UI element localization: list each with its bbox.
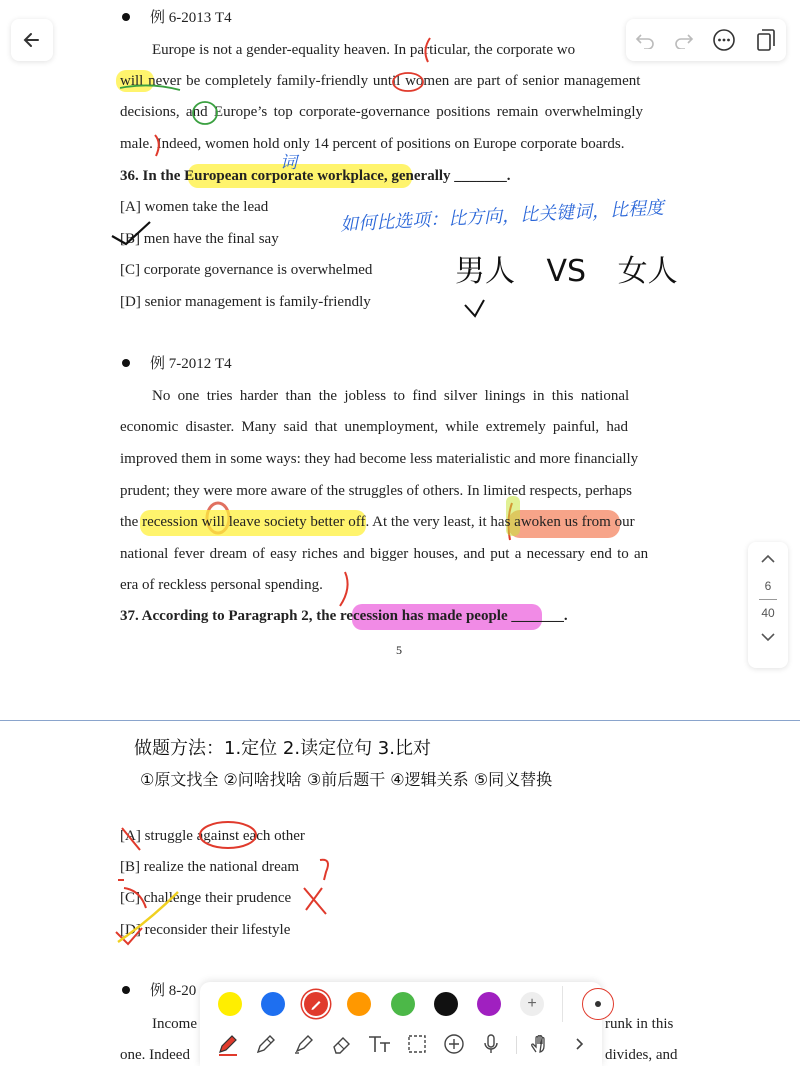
example-7-line: national fever dream of easy riches and bigger houses, and put a necessary end to an — [120, 546, 649, 562]
highlighter-tool[interactable] — [290, 1030, 318, 1058]
example-6-line: will never be completely family-friendly until women are part of senior management — [120, 73, 641, 89]
question-36: 36. In the European corporate workplace, generally _______. — [120, 168, 511, 184]
hand-tool[interactable] — [526, 1030, 554, 1058]
handwritten-note: 如何比选项：比方向，比关键词，比程度 — [339, 197, 665, 236]
add-circle-icon — [442, 1032, 466, 1056]
expand-toolbar-button[interactable] — [566, 1030, 594, 1058]
example-8-line: divides, and — [605, 1047, 678, 1063]
handwritten-note: 词 — [280, 153, 297, 173]
color-orange[interactable] — [347, 992, 371, 1016]
color-black[interactable] — [434, 992, 458, 1016]
text-icon — [367, 1032, 393, 1056]
example-8-heading: 例 8-20 — [150, 983, 197, 999]
handwritten-note: 男人 VS 女人 — [455, 254, 678, 289]
option-d: [D] reconsider their lifestyle — [120, 922, 291, 938]
ink-layer-lower — [0, 720, 800, 980]
example-7-line: prudent; they were more aware of the struggles of others. In limited respects, perhaps — [120, 483, 632, 499]
bullet — [122, 986, 130, 994]
example-7-line: the recession will leave society better off. At the very least, it has awoken us from our — [120, 514, 635, 530]
question-37: 37. According to Paragraph 2, the recession has made people _______. — [120, 608, 568, 624]
example-8-line: Income — [152, 1016, 197, 1032]
microphone-icon — [479, 1032, 503, 1056]
eraser-tool[interactable] — [328, 1030, 356, 1058]
pen-toolbar — [200, 982, 602, 1066]
page-number: 5 — [396, 643, 402, 657]
option-c: [C] challenge their prudence — [120, 890, 292, 906]
option-a: [A] women take the lead — [120, 199, 269, 215]
lasso-select-icon — [405, 1032, 429, 1056]
example-8-line: one. Indeed — [120, 1047, 190, 1063]
color-green[interactable] — [391, 992, 415, 1016]
add-color-button[interactable]: + — [520, 992, 544, 1016]
bullet — [122, 359, 130, 367]
example-7-line: improved them in some ways: they had become less materialistic and more financially — [120, 451, 639, 467]
color-purple[interactable] — [477, 992, 501, 1016]
color-red-selected[interactable] — [304, 992, 328, 1016]
option-b: [B] men have the final say — [120, 231, 279, 247]
pen-tool-icon — [216, 1032, 240, 1056]
handwritten-note: 做题方法：1.定位 2.读定位句 3.比对 — [134, 738, 431, 759]
pen-tool[interactable] — [214, 1030, 242, 1058]
current-page: 6 — [764, 579, 772, 593]
total-pages: 40 — [761, 606, 775, 620]
color-yellow[interactable] — [218, 992, 242, 1016]
divider — [516, 1036, 517, 1054]
example-6-line: decisions, and Europe’s top corporate-governance positions remain overwhelmingly — [120, 104, 644, 120]
option-d: [D] senior management is family-friendly — [120, 294, 371, 310]
page-navigator — [748, 542, 788, 668]
example-7-line: economic disaster. Many said that unemployment, while extremely painful, had — [120, 419, 628, 435]
eraser-icon — [330, 1032, 354, 1056]
pen-icon — [304, 992, 328, 1016]
example-6-heading: 例 6-2013 T4 — [150, 10, 232, 26]
handwritten-note: ①原文找全 ②问啥找啥 ③前后题干 ④逻辑关系 ⑤同义替换 — [140, 770, 553, 789]
highlighter-icon — [292, 1032, 316, 1056]
example-6-line: male. Indeed, women hold only 14 percent of positions on Europe corporate boards. — [120, 136, 625, 152]
chevron-right-icon — [572, 1036, 588, 1052]
option-c: [C] corporate governance is overwhelmed — [120, 262, 373, 278]
chevron-down-icon[interactable] — [760, 632, 776, 642]
record-tool[interactable] — [477, 1030, 505, 1058]
chevron-up-icon[interactable] — [760, 554, 776, 564]
color-blue[interactable] — [261, 992, 285, 1016]
text-tool[interactable] — [366, 1030, 394, 1058]
divider — [759, 599, 777, 600]
pencil-icon — [254, 1032, 278, 1056]
example-7-heading: 例 7-2012 T4 — [150, 356, 232, 372]
option-b: [B] realize the national dream — [120, 859, 300, 875]
example-8-line: runk in this — [605, 1016, 674, 1032]
example-7-line: No one tries harder than the jobless to find silver linings in this national — [152, 388, 630, 404]
lasso-tool[interactable] — [403, 1030, 431, 1058]
example-6-line: Europe is not a gender-equality heaven. In particular, the corporate wo — [152, 42, 576, 58]
insert-tool[interactable] — [440, 1030, 468, 1058]
pencil-tool[interactable] — [252, 1030, 280, 1058]
option-a: [A] struggle against each other — [120, 828, 305, 844]
divider — [562, 986, 563, 1022]
hand-icon — [528, 1032, 552, 1056]
example-7-line: era of reckless personal spending. — [120, 577, 323, 593]
stroke-size-button[interactable] — [582, 988, 614, 1020]
